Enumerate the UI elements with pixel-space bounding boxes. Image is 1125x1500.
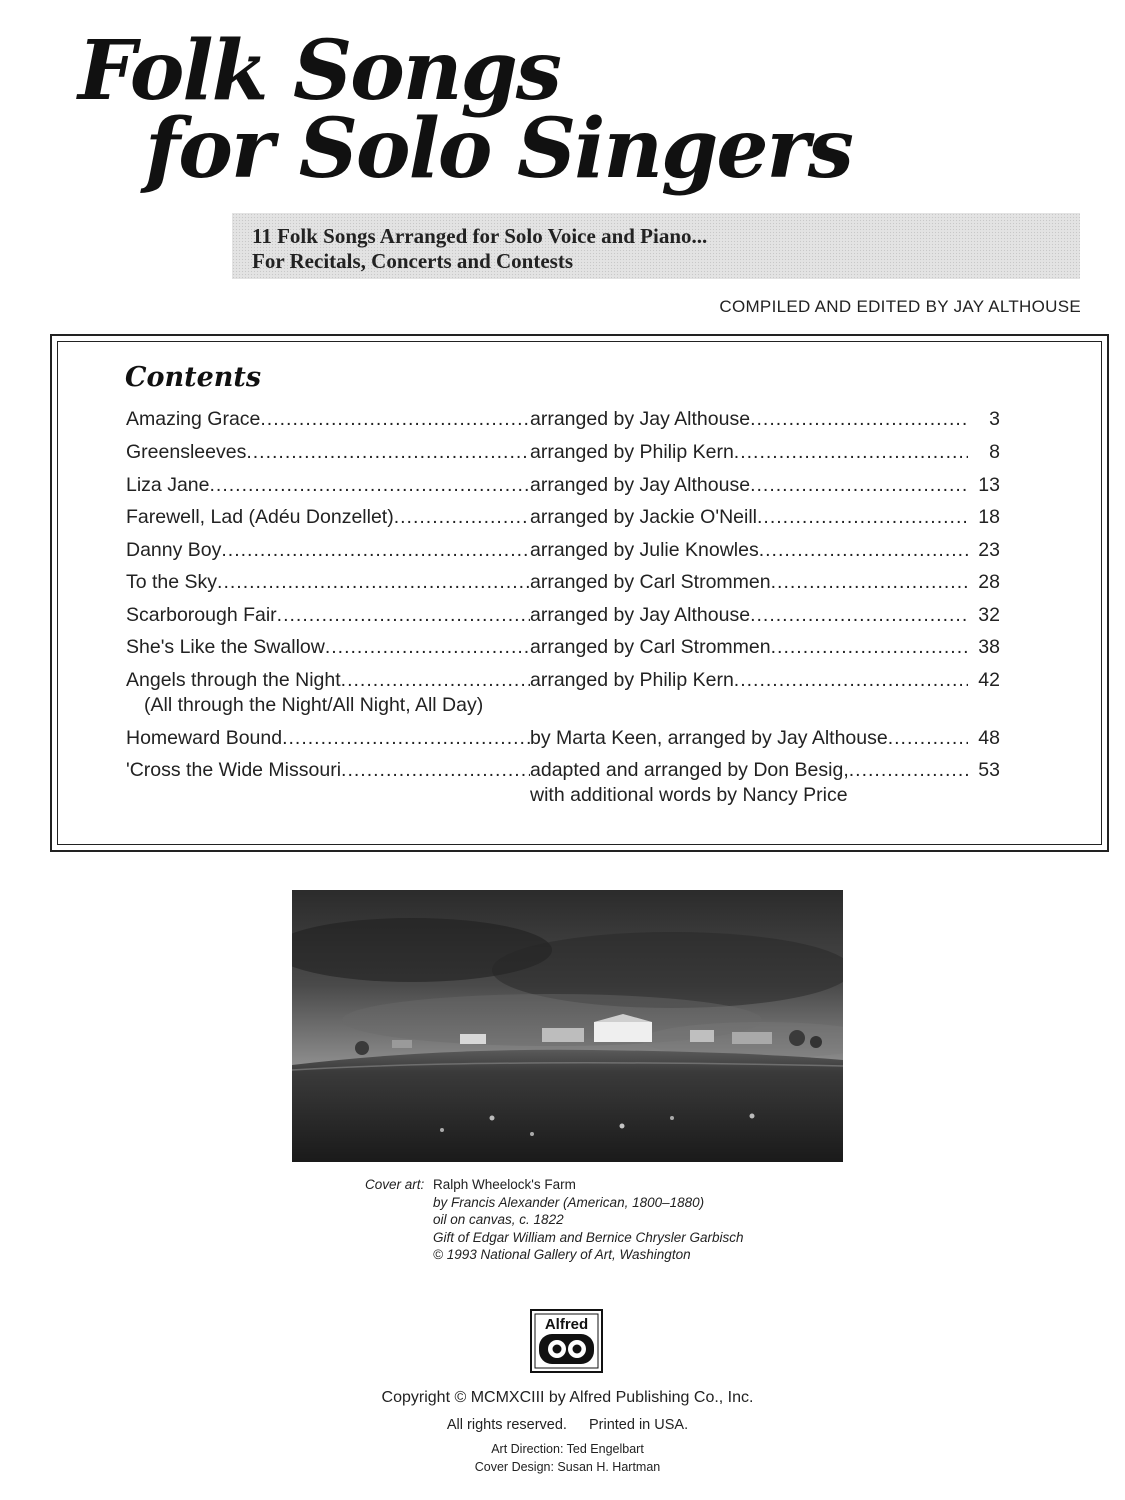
toc-page-number: 42 — [978, 669, 1000, 691]
caption-artist: by Francis Alexander (American, 1800–1880) — [433, 1194, 705, 1210]
toc-arranger: by Marta Keen, arranged by Jay Althouse ..... — [530, 725, 968, 751]
toc-page-number: 38 — [978, 636, 1000, 658]
toc-song-title: Farewell, Lad (Adéu Donzellet) ..... — [126, 504, 530, 530]
toc-song-title: She's Like the Swallow ..... — [126, 634, 530, 660]
copyright-line: Copyright © MCMXCIII by Alfred Publishing Co., Inc. — [381, 1389, 754, 1406]
title-line-1: Folk Songs — [78, 23, 560, 119]
toc-page-number: 53 — [978, 759, 1000, 781]
toc-entry — [126, 537, 1000, 563]
art-direction-credit: Art Direction: Ted Engelbart — [491, 1442, 644, 1456]
toc-entry — [126, 725, 1000, 751]
toc-arranger: arranged by Jay Althouse ..... — [530, 406, 968, 432]
toc-page-number: 18 — [978, 506, 1000, 528]
toc-page-number: 8 — [989, 441, 1000, 463]
caption-rights: © 1993 National Gallery of Art, Washington — [433, 1247, 691, 1262]
alfred-logo-text: Alfred — [544, 1316, 589, 1333]
toc-arranger: arranged by Jay Althouse ..... — [530, 602, 968, 628]
toc-entry — [126, 439, 1000, 465]
toc-song-title: To the Sky ..... — [126, 569, 530, 595]
toc-arranger: arranged by Carl Strommen ..... — [530, 634, 968, 660]
toc-page-number: 48 — [978, 727, 1000, 749]
all-rights-reserved: All rights reserved. — [446, 1417, 567, 1433]
toc-arranger: arranged by Jay Althouse ..... — [530, 472, 968, 498]
toc-page-number: 13 — [978, 474, 1000, 496]
toc-song-subtitle: (All through the Night/All Night, All Day) — [144, 694, 484, 716]
alfred-logo — [530, 1309, 603, 1373]
toc-song-title: 'Cross the Wide Missouri ..... — [126, 757, 530, 783]
toc-song-title: Liza Jane ..... — [126, 472, 530, 498]
title-line-2: for Solo Singers — [145, 101, 852, 197]
toc-entry — [126, 406, 1000, 432]
toc-song-title: Danny Boy ..... — [126, 537, 530, 563]
toc-arranger: arranged by Julie Knowles ..... — [530, 537, 968, 563]
toc-arranger: arranged by Philip Kern ..... — [530, 667, 968, 693]
toc-arranger: arranged by Philip Kern ..... — [530, 439, 968, 465]
printed-in: Printed in USA. — [588, 1417, 689, 1433]
caption-gift: Gift of Edgar William and Bernice Chrysler Garbisch — [433, 1229, 744, 1245]
toc-page-number: 32 — [978, 604, 1000, 626]
subtitle-line-2: For Recitals, Concerts and Contests — [252, 249, 573, 273]
toc-page-number: 28 — [978, 571, 1000, 593]
toc-entry — [126, 602, 1000, 628]
toc-entry — [126, 757, 1000, 806]
cover-painting-image — [292, 890, 843, 1162]
toc-arranger: arranged by Carl Strommen ..... — [530, 569, 968, 595]
compiler-credit: COMPILED AND EDITED BY JAY ALTHOUSE — [719, 297, 1081, 316]
caption-title: Ralph Wheelock's Farm — [433, 1177, 576, 1192]
toc-entry — [126, 504, 1000, 530]
cover-design-credit: Cover Design: Susan H. Hartman — [474, 1460, 661, 1474]
rights-printed-line — [0, 1417, 1125, 1433]
toc-song-title: Scarborough Fair ..... — [126, 602, 530, 628]
toc-song-title: Angels through the Night ..... — [126, 667, 530, 693]
toc-entry — [126, 472, 1000, 498]
toc-song-title: Amazing Grace ..... — [126, 406, 530, 432]
toc-entry — [126, 634, 1000, 660]
toc-page-number: 23 — [978, 539, 1000, 561]
toc-entry — [126, 569, 1000, 595]
subtitle-line-1: 11 Folk Songs Arranged for Solo Voice and Piano... — [252, 224, 708, 248]
caption-medium: oil on canvas, c. 1822 — [433, 1212, 564, 1227]
caption-label: Cover art: — [365, 1177, 425, 1192]
toc-arranger-continued: with additional words by Nancy Price — [530, 784, 848, 806]
contents-heading: Contents — [125, 362, 262, 393]
toc-page-number: 3 — [989, 408, 1000, 430]
toc-arranger: arranged by Jackie O'Neill ..... — [530, 504, 968, 530]
toc-entry — [126, 667, 1000, 716]
toc-arranger: adapted and arranged by Don Besig, ..... — [530, 757, 968, 783]
toc-song-title: Greensleeves ..... — [126, 439, 530, 465]
toc-song-title: Homeward Bound ..... — [126, 725, 530, 751]
